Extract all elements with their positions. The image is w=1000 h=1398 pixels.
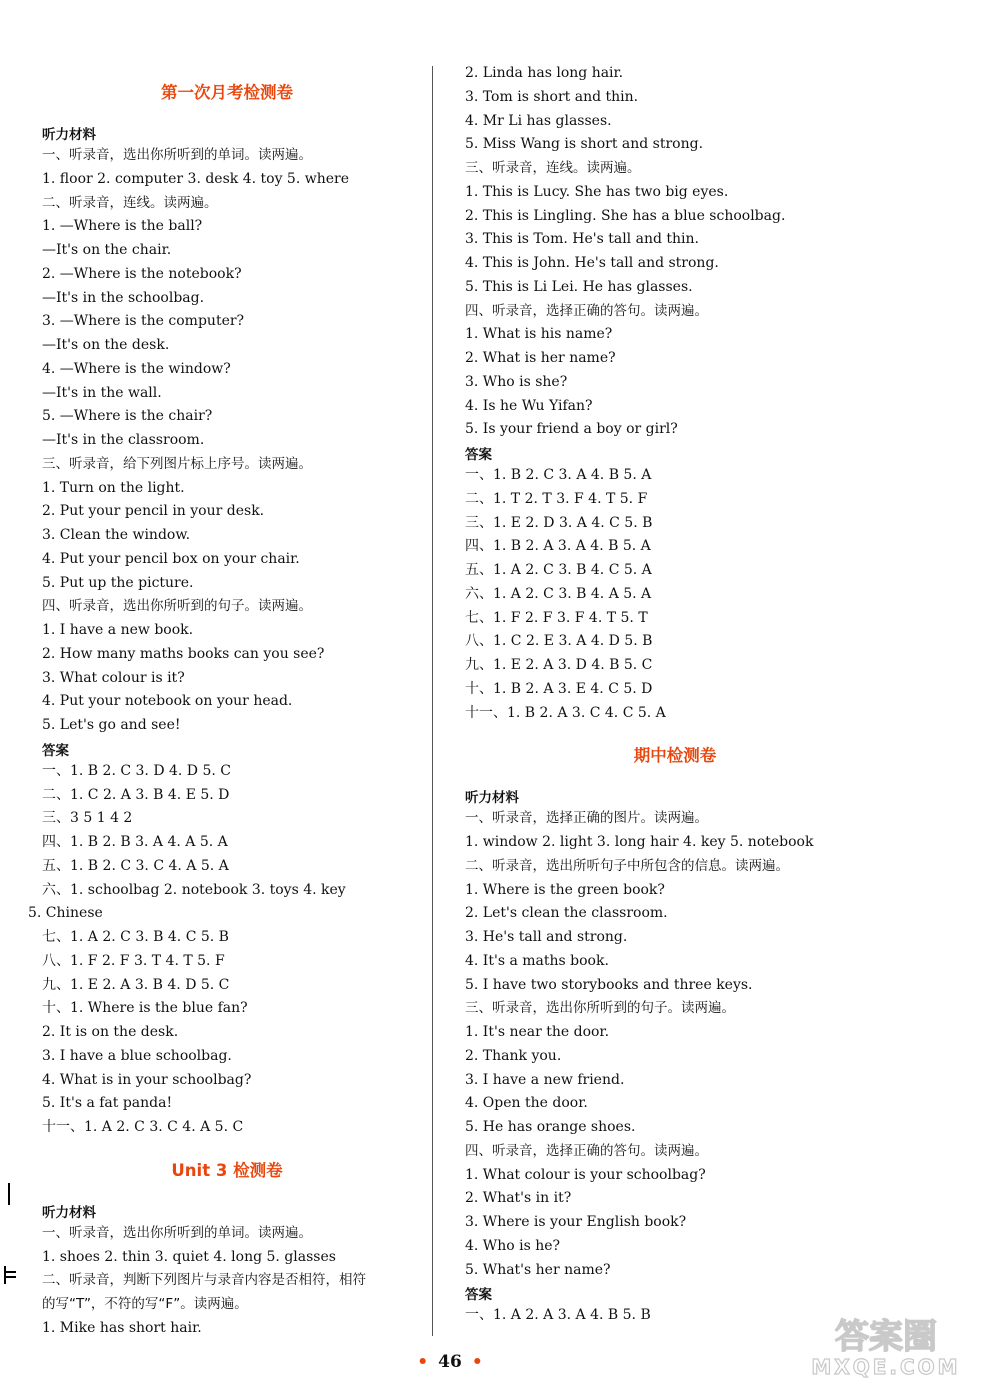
text-line: 四、1. B 2. A 3. A 4. B 5. A (465, 538, 651, 555)
instruction-line: 四、听录音，选出你所听到的句子。读两遍。 (42, 598, 312, 615)
text-line: 2. This is Lingling. She has a blue schoolbag. (465, 207, 786, 224)
text-line: 八、1. F 2. F 3. T 4. T 5. F (42, 952, 225, 969)
text-line: 2. Thank you. (465, 1047, 562, 1064)
column-divider (432, 66, 433, 1336)
text-line: 4. Is he Wu Yifan? (465, 397, 593, 414)
text-line: 5. What's her name? (465, 1261, 611, 1278)
text-line: 三、1. E 2. D 3. A 4. C 5. B (465, 514, 653, 531)
section-label: 听力材料 (42, 1204, 96, 1221)
section-title: 第一次月考检测卷 (161, 83, 293, 102)
text-line: 4. This is John. He's tall and strong. (465, 255, 719, 271)
text-line: 十、1. Where is the blue fan? (42, 1000, 248, 1017)
text-line: 1. What is his name? (465, 326, 613, 343)
text-line: 2. Let's clean the classroom. (465, 905, 668, 922)
text-line: 2. What is her name? (465, 350, 616, 366)
text-line: 2. It is on the desk. (42, 1024, 179, 1040)
instruction-line: 的写“T”，不符的写“F”。读两遍。 (42, 1296, 248, 1312)
text-line: 七、1. A 2. C 3. B 4. C 5. B (42, 929, 229, 945)
section-label: 答案 (465, 1287, 492, 1304)
section-label: 答案 (465, 447, 492, 463)
text-line: 九、1. E 2. A 3. B 4. D 5. C (42, 976, 230, 993)
text-line: 5. He has orange shoes. (465, 1119, 636, 1135)
instruction-line: 二、听录音，连线。读两遍。 (42, 194, 218, 211)
instruction-line: 四、听录音，选择正确的答句。读两遍。 (465, 1142, 708, 1159)
margin-mark (4, 1266, 6, 1284)
text-line: 十、1. B 2. A 3. E 4. C 5. D (465, 680, 653, 697)
text-line: 5. —Where is the chair? (42, 408, 213, 425)
section-label: 答案 (42, 742, 69, 759)
text-line: 1. shoes 2. thin 3. quiet 4. long 5. glasses (42, 1248, 336, 1265)
margin-mark (4, 1276, 16, 1278)
text-line: 4. Mr Li has glasses. (465, 112, 612, 129)
text-line: 1. floor 2. computer 3. desk 4. toy 5. where (42, 170, 349, 187)
text-line: 5. Put up the picture. (42, 574, 194, 591)
text-line: 1. Where is the green book? (465, 881, 665, 898)
text-line: 六、1. A 2. C 3. B 4. A 5. A (465, 585, 652, 602)
text-line: 3. Where is your English book? (465, 1214, 687, 1230)
text-line: 3. Tom is short and thin. (465, 88, 639, 105)
text-line: 一、1. A 2. A 3. A 4. B 5. B (465, 1307, 651, 1324)
margin-mark (8, 1183, 10, 1205)
text-line: 3. Clean the window. (42, 527, 191, 543)
text-line: 4. Open the door. (465, 1095, 588, 1112)
text-line: 八、1. C 2. E 3. A 4. D 5. B (465, 633, 653, 650)
text-line: 3. I have a blue schoolbag. (42, 1047, 232, 1064)
watermark-logo (786, 1314, 986, 1378)
text-line: 5. This is Li Lei. He has glasses. (465, 278, 693, 295)
text-line: 3. This is Tom. He's tall and thin. (465, 231, 699, 248)
page-number: • 46 • (417, 1352, 483, 1372)
text-line: 3. I have a new friend. (465, 1071, 625, 1088)
text-line: 一、1. B 2. C 3. A 4. B 5. A (465, 467, 652, 483)
text-line: 1. I have a new book. (42, 622, 194, 638)
text-line: 二、1. T 2. T 3. F 4. T 5. F (465, 490, 648, 507)
section-title: 期中检测卷 (633, 746, 717, 766)
text-line: 1. Turn on the light. (42, 479, 185, 496)
text-line: 5. Is your friend a boy or girl? (465, 421, 678, 438)
text-line: 4. Put your notebook on your head. (42, 693, 293, 710)
text-line: 2. —Where is the notebook? (42, 265, 242, 282)
instruction-line: 一、听录音，选出你所听到的单词。读两遍。 (42, 147, 312, 163)
text-line: 三、3 5 1 4 2 (42, 810, 133, 827)
text-line: 3. —Where is the computer? (42, 313, 245, 330)
text-line: —It's in the schoolbag. (42, 289, 205, 306)
text-line: —It's on the desk. (42, 337, 170, 353)
text-line: 3. Who is she? (465, 373, 568, 390)
text-line: —It's in the wall. (42, 384, 162, 401)
text-line: 一、1. B 2. C 3. D 4. D 5. C (42, 762, 231, 779)
text-line: 十一、1. A 2. C 3. C 4. A 5. C (42, 1119, 244, 1135)
margin-mark (4, 1271, 16, 1273)
text-line: 4. Who is he? (465, 1237, 561, 1254)
section-label: 听力材料 (42, 127, 96, 143)
text-line: 2. Put your pencil in your desk. (42, 503, 265, 520)
text-line: 2. Linda has long hair. (465, 65, 624, 81)
text-line: 五、1. B 2. C 3. C 4. A 5. A (42, 857, 229, 874)
text-line: 九、1. E 2. A 3. D 4. B 5. C (465, 657, 653, 673)
text-line: 七、1. F 2. F 3. F 4. T 5. T (465, 609, 648, 626)
text-line: 5. Let's go and see! (42, 717, 181, 733)
watermark-logo-top: 答案圈 (835, 1317, 937, 1357)
text-line: 2. How many maths books can you see? (42, 645, 325, 662)
text-line: 3. What colour is it? (42, 669, 185, 686)
text-line: 5. Miss Wang is short and strong. (465, 136, 704, 153)
text-line: 5. Chinese (28, 905, 103, 922)
text-line: 五、1. A 2. C 3. B 4. C 5. A (465, 562, 652, 578)
instruction-line: 一、听录音，选择正确的图片。读两遍。 (465, 810, 708, 827)
section-title: Unit 3 检测卷 (171, 1160, 283, 1180)
text-line: 1. window 2. light 3. long hair 4. key 5. notebook (465, 834, 814, 850)
text-line: 1. It's near the door. (465, 1024, 610, 1040)
instruction-line: 二、听录音，选出所听句子中所包含的信息。读两遍。 (465, 857, 789, 874)
text-line: 四、1. B 2. B 3. A 4. A 5. A (42, 834, 228, 850)
text-line: 4. —Where is the window? (42, 360, 231, 377)
instruction-line: 一、听录音，选出你所听到的单词。读两遍。 (42, 1224, 312, 1241)
text-line: 六、1. schoolbag 2. notebook 3. toys 4. key (42, 881, 346, 898)
text-line: 2. What's in it? (465, 1190, 572, 1207)
text-line: 4. What is in your schoolbag? (42, 1071, 252, 1088)
text-line: 5. It's a fat panda! (42, 1095, 173, 1112)
text-line: 5. I have two storybooks and three keys. (465, 976, 753, 993)
instruction-line: 三、听录音，连线。读两遍。 (465, 160, 641, 176)
instruction-line: 四、听录音，选择正确的答句。读两遍。 (465, 302, 708, 319)
text-line: —It's on the chair. (42, 242, 172, 258)
text-line: 4. Put your pencil box on your chair. (42, 550, 300, 567)
right-column (465, 62, 885, 1328)
left-column (28, 62, 412, 1341)
text-line: 1. What colour is your schoolbag? (465, 1166, 706, 1183)
text-line: 1. —Where is the ball? (42, 218, 203, 235)
section-label: 听力材料 (465, 790, 519, 807)
instruction-line: 三、听录音，给下列图片标上序号。读两遍。 (42, 455, 312, 472)
instruction-line: 二、听录音，判断下列图片与录音内容是否相符，相符 (42, 1272, 366, 1289)
text-line: —It's in the classroom. (42, 432, 205, 448)
watermark-logo-bottom: MXQE.COM (811, 1355, 961, 1378)
text-line: 3. He's tall and strong. (465, 929, 628, 945)
text-line: 二、1. C 2. A 3. B 4. E 5. D (42, 786, 230, 803)
text-line: 4. It's a maths book. (465, 952, 609, 969)
text-line: 1. Mike has short hair. (42, 1319, 202, 1336)
text-line: 1. This is Lucy. She has two big eyes. (465, 183, 729, 200)
text-line: 十一、1. B 2. A 3. C 4. C 5. A (465, 704, 666, 721)
instruction-line: 三、听录音，选出你所听到的句子。读两遍。 (465, 1000, 735, 1017)
